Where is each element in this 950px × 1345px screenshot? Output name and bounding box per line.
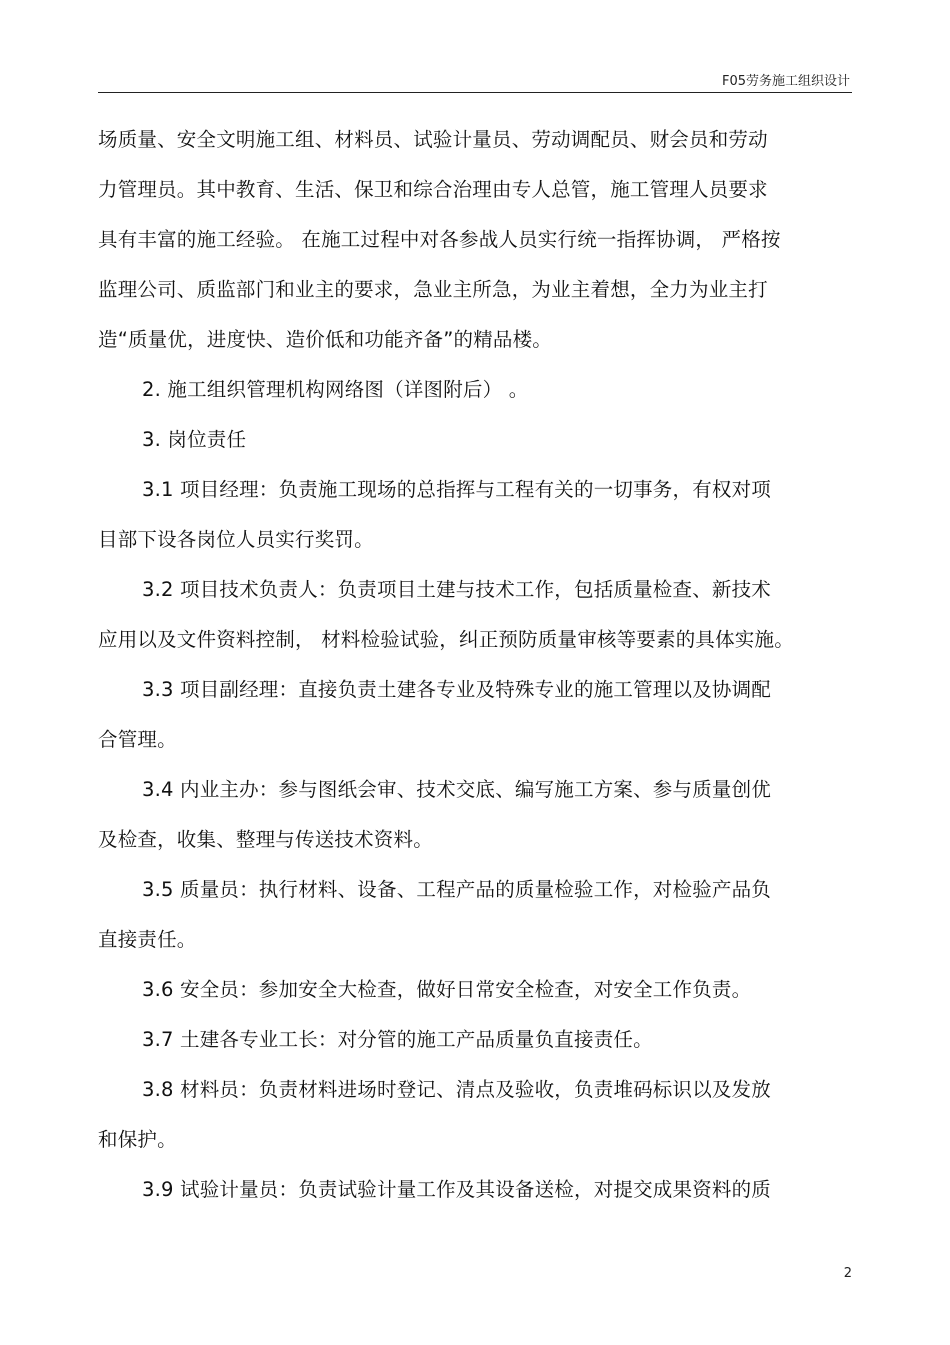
text-line: 3.7 土建各专业工长：对分管的施工产品质量负直接责任。 [142, 1028, 653, 1051]
text-line: 3.8 材料员：负责材料进场时登记、清点及验收，负责堆码标识以及发放 [142, 1078, 772, 1101]
text-line: 3.6 安全员：参加安全大检查，做好日常安全检查，对安全工作负责。 [142, 978, 752, 1001]
text-line: 场质量、安全文明施工组、材料员、试验计量员、劳动调配员、财会员和劳动 [98, 128, 768, 151]
text-line: 3.2 项目技术负责人：负责项目土建与技术工作，包括质量检查、新技术 [142, 578, 772, 601]
page-header [98, 70, 852, 93]
section-heading: 3. 岗位责任 [142, 428, 247, 451]
page-number: 2 [843, 1266, 852, 1281]
text-line: 监理公司、质监部门和业主的要求，急业主所急，为业主着想，全力为业主打 [98, 278, 768, 301]
text-line: 造“质量优，进度快、造价低和功能齐备”的精品楼。 [98, 328, 553, 351]
text-line: 具有丰富的施工经验。 在施工过程中对各参战人员实行统一指挥协调， 严格按 [98, 228, 781, 251]
document-body [98, 124, 858, 1224]
text-line: 3.4 内业主办：参与图纸会审、技术交底、编写施工方案、参与质量创优 [142, 778, 772, 801]
text-line: 和保护。 [98, 1128, 177, 1151]
section-heading: 2. 施工组织管理机构网络图（详图附后） 。 [142, 378, 529, 401]
text-line: 3.5 质量员：执行材料、设备、工程产品的质量检验工作，对检验产品负 [142, 878, 772, 901]
text-line: 目部下设各岗位人员实行奖罚。 [98, 528, 374, 551]
text-line: 力管理员。其中教育、生活、保卫和综合治理由专人总管，施工管理人员要求 [98, 178, 768, 201]
header-title: F05劳务施工组织设计 [721, 74, 850, 89]
text-line: 应用以及文件资料控制， 材料检验试验，纠正预防质量审核等要素的具体实施。 [98, 628, 794, 651]
text-line: 3.9 试验计量员：负责试验计量工作及其设备送检，对提交成果资料的质 [142, 1178, 772, 1201]
text-line: 合管理。 [98, 728, 177, 751]
text-line: 直接责任。 [98, 928, 197, 951]
text-line: 及检查，收集、整理与传送技术资料。 [98, 828, 433, 851]
text-line: 3.1 项目经理：负责施工现场的总指挥与工程有关的一切事务，有权对项 [142, 478, 772, 501]
text-line: 3.3 项目副经理：直接负责土建各专业及特殊专业的施工管理以及协调配 [142, 678, 772, 701]
